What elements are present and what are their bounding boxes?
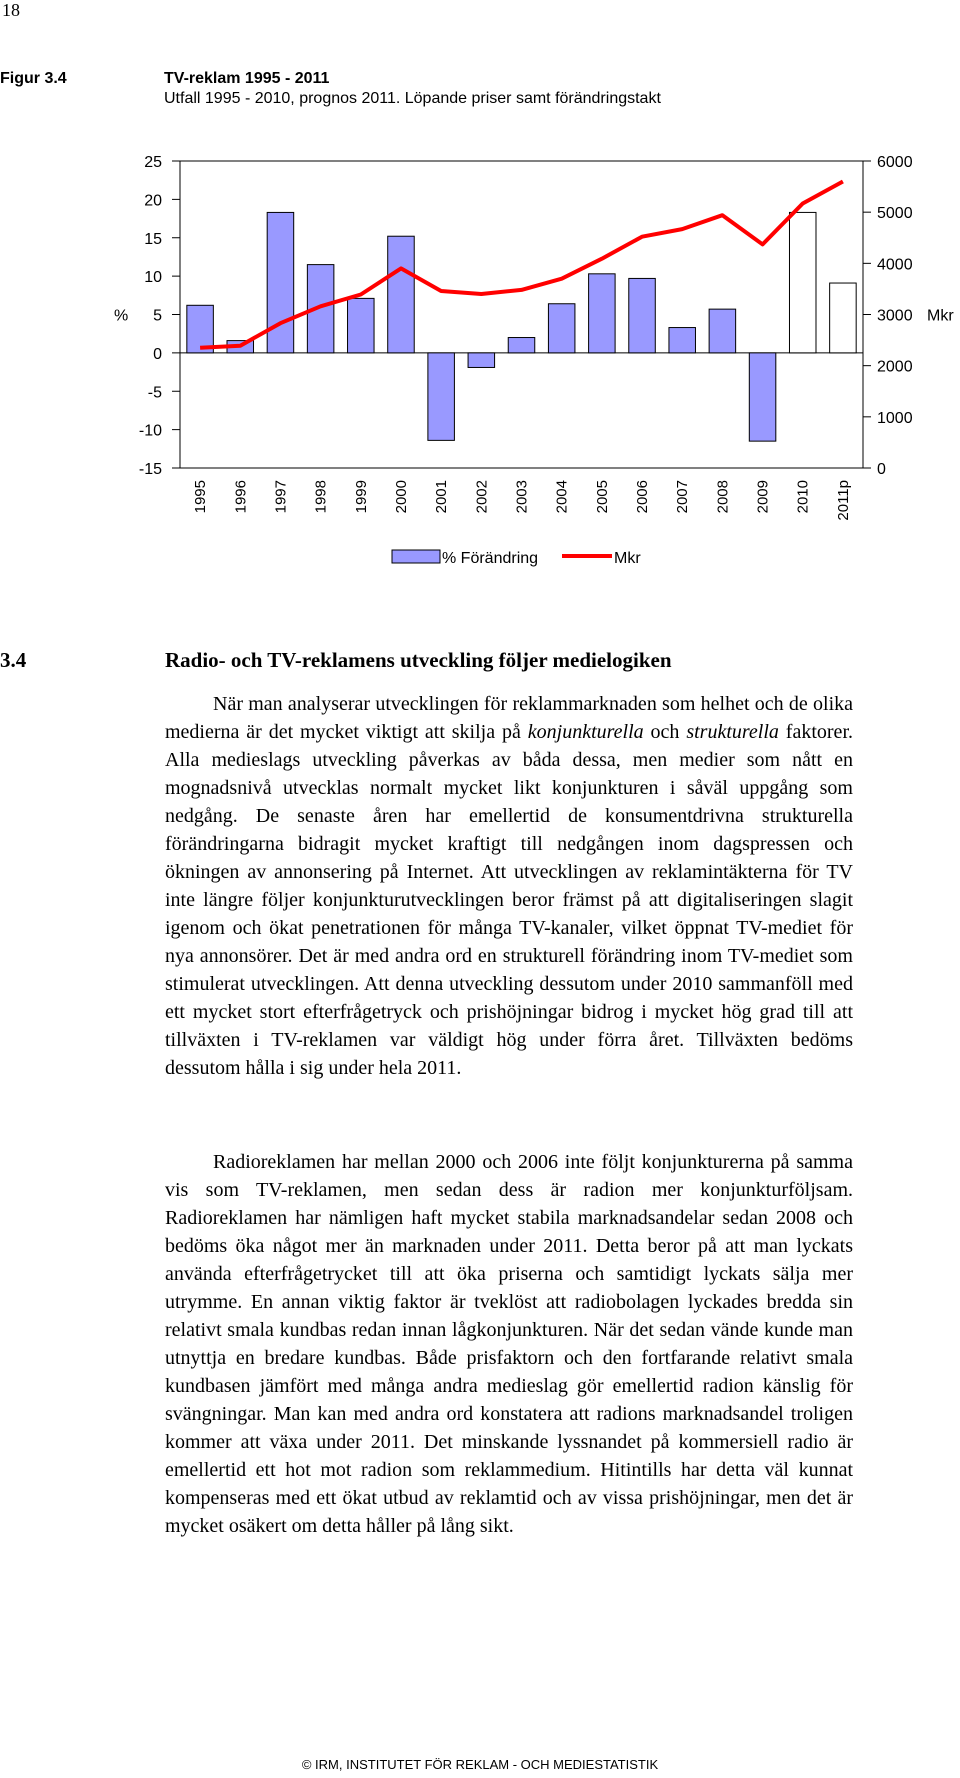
x-axis-tick-label: 2002 bbox=[473, 479, 491, 514]
x-axis-tick-label: 2009 bbox=[754, 480, 772, 514]
bar-2006 bbox=[629, 278, 656, 352]
bar-2001 bbox=[428, 353, 455, 440]
tv-advertising-chart bbox=[0, 140, 960, 580]
bar-1997 bbox=[267, 212, 294, 352]
footer-copyright: © IRM, INSTITUTET FÖR REKLAM - OCH MEDIESTATISTIK bbox=[301, 1757, 659, 1772]
bar-2004 bbox=[548, 304, 575, 353]
bar-2010 bbox=[789, 212, 816, 352]
paragraph-2 bbox=[165, 1148, 853, 1540]
paragraph-1-part-b: och bbox=[643, 721, 687, 743]
section-number: 3.4 bbox=[0, 648, 27, 672]
x-axis-tick-label: 1998 bbox=[312, 480, 330, 514]
right-axis-tick-label: 4000 bbox=[877, 256, 913, 274]
right-axis-tick-label: 3000 bbox=[877, 307, 913, 325]
emphasis-strukturella: strukturella bbox=[686, 721, 779, 743]
right-axis-tick-label: 5000 bbox=[877, 205, 913, 223]
bar-2008 bbox=[709, 309, 736, 353]
section-title: Radio- och TV-reklamens utveckling följer medielogiken bbox=[165, 648, 672, 672]
right-axis-tick-label: 1000 bbox=[877, 409, 913, 427]
x-axis-tick-label: 2011p bbox=[834, 480, 852, 521]
x-axis-tick-label: 2008 bbox=[714, 480, 732, 514]
legend-label-mkr: Mkr bbox=[614, 550, 641, 567]
bar-2009 bbox=[749, 353, 776, 441]
left-axis-tick-label: 10 bbox=[144, 269, 162, 287]
right-axis-tick-label: 0 bbox=[877, 461, 886, 478]
left-axis-tick-label: -10 bbox=[138, 422, 162, 440]
x-axis-tick-label: 1995 bbox=[192, 480, 210, 514]
x-axis-tick-label: 1997 bbox=[272, 480, 290, 514]
bar-2011p bbox=[830, 283, 857, 353]
left-axis-tick-label: 5 bbox=[153, 307, 162, 325]
legend-label-forandring: % Förändring bbox=[442, 550, 539, 567]
bar-2002 bbox=[468, 353, 495, 368]
x-axis-tick-label: 2004 bbox=[553, 480, 571, 514]
x-axis-tick-label: 2005 bbox=[593, 480, 611, 514]
paragraph-1-part-a: När man analyserar utvecklingen för reklammarknaden som helhet och de olika medierna är det mycket viktigt att skilja på bbox=[165, 693, 853, 743]
x-axis-tick-label: 2000 bbox=[392, 480, 410, 514]
page-number: 18 bbox=[2, 0, 20, 20]
paragraph-1 bbox=[165, 690, 853, 1082]
left-axis-tick-label: 15 bbox=[144, 230, 162, 248]
right-axis-label: Mkr bbox=[927, 307, 954, 325]
x-axis-tick-label: 2001 bbox=[433, 480, 451, 514]
left-axis-tick-label: 25 bbox=[144, 154, 162, 171]
bar-2007 bbox=[669, 328, 696, 353]
left-axis-label: % bbox=[114, 307, 129, 325]
figure-subtitle: Utfall 1995 - 2010, prognos 2011. Löpande priser samt förändringstakt bbox=[164, 90, 661, 107]
x-axis-tick-label: 2007 bbox=[674, 480, 692, 514]
figure-label: Figur 3.4 bbox=[0, 70, 67, 87]
x-axis-tick-label: 2003 bbox=[513, 480, 531, 514]
right-axis-tick-label: 2000 bbox=[877, 358, 913, 376]
x-axis-tick-label: 2010 bbox=[794, 480, 812, 514]
paragraph-1-part-c: faktorer. Alla medieslags utveckling påverkas av båda dessa, men medier som nått en mognadsnivå utvecklas normalt mycket likt konjunkturen i såväl uppgång som nedgång. De senaste åren har emellertid de konsumentdrivna strukturella förändringarna bidragit mycket kraftigt till nedgången inom dagspressen och ökningen av annonsering på Internet. Att utvecklingen av reklamintäkterna för TV inte längre följer konjunkturutvecklingen beror främst på att digitaliseringen slagit igenom och ökat penetrationen för många TV-kanaler, vilket öppnat TV-mediet för nya annonsörer. Det är med andra ord en strukturell förändring inom TV-mediet som stimulerat utvecklingen. Att denna utveckling dessutom under 2010 sammanföll med ett mycket stort efterfrågetryck och prishöjningar bidrog i mycket hög grad till att tillväxten i TV-reklamen var väldigt hög under förra året. Tillväxten bedöms dessutom hålla i sig under hela 2011. bbox=[165, 721, 853, 1079]
bar-2000 bbox=[388, 236, 415, 353]
line-series-mkr bbox=[200, 182, 843, 348]
bar-1999 bbox=[348, 298, 375, 352]
x-axis-tick-label: 1999 bbox=[352, 480, 370, 514]
right-axis-tick-label: 6000 bbox=[877, 154, 913, 171]
x-axis-tick-label: 2006 bbox=[634, 480, 652, 514]
left-axis-tick-label: -15 bbox=[138, 461, 162, 478]
left-axis-tick-label: -5 bbox=[147, 384, 162, 402]
figure-title: TV-reklam 1995 - 2011 bbox=[164, 70, 330, 87]
bar-2005 bbox=[589, 274, 616, 353]
bar-2003 bbox=[508, 338, 535, 353]
left-axis-tick-label: 0 bbox=[153, 345, 162, 363]
paragraph-2-text: Radioreklamen har mellan 2000 och 2006 inte följt konjunkturerna på samma vis som TV-reklamen, men sedan dess är radion mer konjunkturföljsam. Radioreklamen har nämligen haft mycket stabila marknadsandelar sedan 2008 och bedöms öka något mer än marknaden under 2011. Detta beror på att man lyckats använda efterfrågetrycket till att öka priserna och samtidigt lyckats sälja mer utrymme. En annan viktig faktor är tveklöst att radiobolagen lyckades bredda sin relativt smala kundbas redan innan lågkonjunkturen. När det sedan vände kunde man utnyttja en bredare kundbas. Både prisfaktorn och den fortfarande relativt smala kundbasen jämfört med många andra medieslag gör emellertid radion känslig för svängningar. Man kan med andra ord konstatera att radions marknadsandel troligen kommer att växa under 2011. Det minskande lyssnandet på kommersiell radio är emellertid ett hot mot radion som reklammedium. Hitintills har detta väl kunnat kompenseras med ett ökat utbud av reklamtid och av vissa prishöjningar, men det är mycket osäkert om detta håller på lång sikt. bbox=[165, 1151, 853, 1537]
legend-bar-swatch bbox=[392, 550, 440, 563]
emphasis-konjunkturella: konjunkturella bbox=[527, 721, 644, 743]
x-axis-tick-label: 1996 bbox=[232, 480, 250, 514]
left-axis-tick-label: 20 bbox=[144, 192, 162, 210]
